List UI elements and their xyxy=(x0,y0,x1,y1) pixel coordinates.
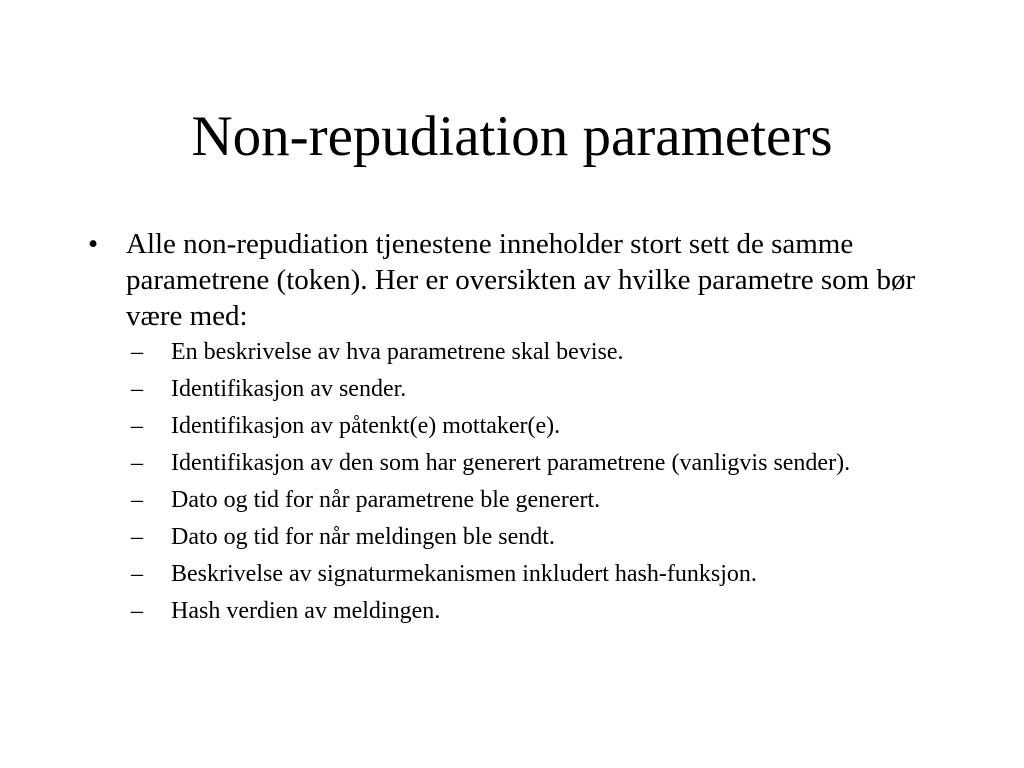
main-bullet xyxy=(84,226,944,334)
dash-icon: – xyxy=(131,376,143,402)
list-item xyxy=(127,449,944,478)
main-bullet-text: Alle non-repudiation tjenestene inneholder stort sett de samme parametrene (token). Her er oversikten av hvilke parametre som bør være med: xyxy=(126,228,916,332)
list-item xyxy=(127,375,944,404)
list-item xyxy=(127,560,944,589)
sub-item-text: Identifikasjon av sender. xyxy=(171,376,407,402)
sub-item-text: Beskrivelse av signaturmekanismen inkludert hash-funksjon. xyxy=(171,561,757,587)
sub-item-text: Identifikasjon av den som har generert parametrene (vanligvis sender). xyxy=(171,450,851,476)
bullet-icon: • xyxy=(88,228,99,260)
slide-body xyxy=(84,226,944,634)
sub-bullet-list xyxy=(84,338,944,626)
dash-icon: – xyxy=(131,487,143,513)
dash-icon: – xyxy=(131,339,143,365)
sub-item-text: En beskrivelse av hva parametrene skal bevise. xyxy=(171,339,624,365)
list-item xyxy=(127,338,944,367)
sub-item-text: Hash verdien av meldingen. xyxy=(171,598,441,624)
sub-item-text: Dato og tid for når meldingen ble sendt. xyxy=(171,524,555,550)
sub-item-text: Identifikasjon av påtenkt(e) mottaker(e). xyxy=(171,413,561,439)
list-item xyxy=(127,597,944,626)
dash-icon: – xyxy=(131,450,143,476)
sub-item-text: Dato og tid for når parametrene ble generert. xyxy=(171,487,601,513)
dash-icon: – xyxy=(131,561,143,587)
list-item xyxy=(127,523,944,552)
dash-icon: – xyxy=(131,598,143,624)
list-item xyxy=(127,412,944,441)
dash-icon: – xyxy=(131,413,143,439)
slide-title: Non-repudiation parameters xyxy=(191,105,833,168)
list-item xyxy=(127,486,944,515)
dash-icon: – xyxy=(131,524,143,550)
